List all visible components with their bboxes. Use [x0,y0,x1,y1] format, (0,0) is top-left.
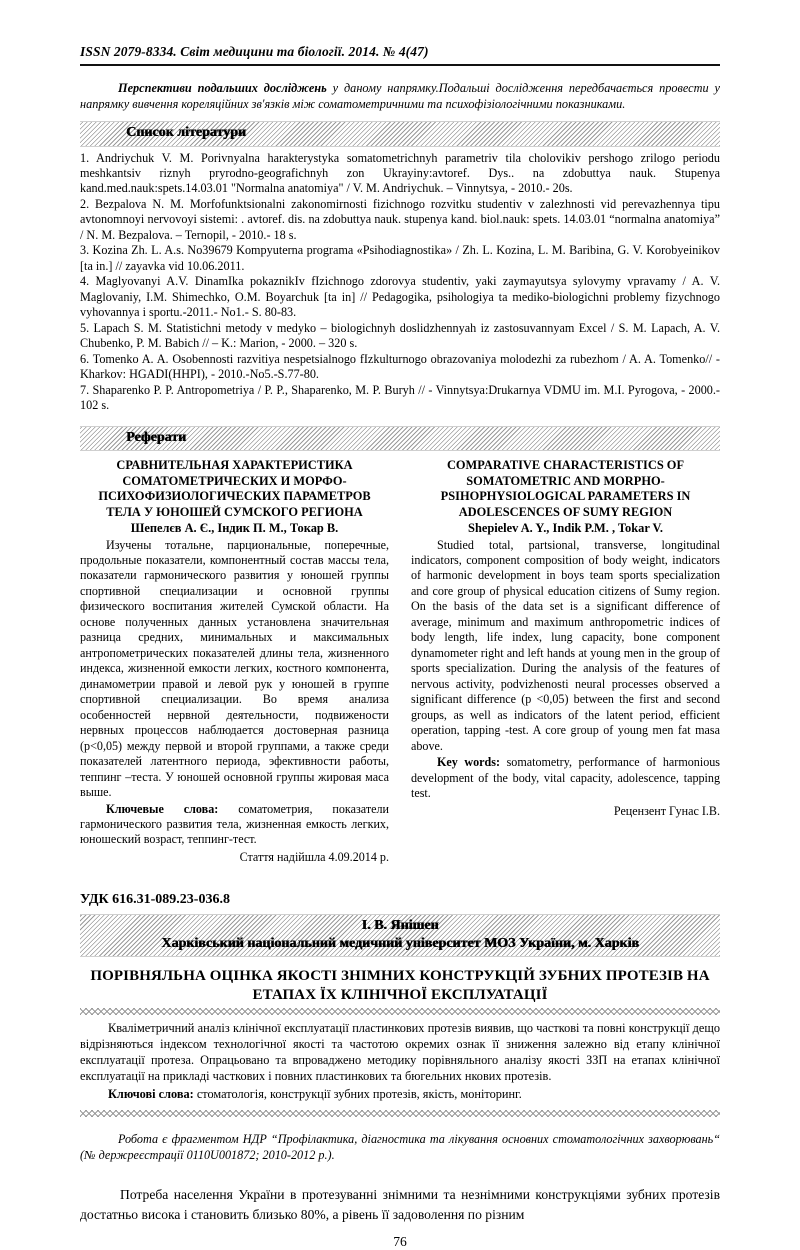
abstracts-band-label: Реферати [126,429,187,445]
zigzag-divider-top [80,1008,720,1015]
abstract-en-title: COMPARATIVE CHARACTERISTICS OF SOMATOMETRIC AND MORPHO-PSIHOPHYSIOLOGICAL PARAMETERS IN ADOLESCENCES OF SUMY REGION [440,457,691,519]
perspective-paragraph [80,80,720,112]
abstract-ru-body: Изучены тотальне, парциональные, поперечные, продольные показатели, компонентный состав массы тела, показатели гармонического развития у юношей группы спортивной специализации и основной группы физического воспитания жителей Сумской области. На основе полученных данных установлена значительная разница средних, минимальных и максимальных антропометрических показателей длины тела, жизненного индекса, жизненной емкости легких, костного компонента, динамометрии правой и левой рук у юношей в группе спортивной специализации. Во время анализа особенностей нервной деятельности, подвижености нервных процессов наблюдается достоверная разница (р<0,05) между первой и второй группами, а также среди показателей латентного периода, эфективности работы, теппинг –теста. У юношей основной группы жировая маса выше. [80,537,389,800]
reference-item: 5. Lapach S. M. Statistichni metody v medyko – biologichnyh doslidzhennyah iz zastosuvannyam Excel / S. M. Lapach, A. V. Chubenko, P. M. Babich // – K.: Marion, - 2000. – 320 s. [80,320,720,351]
article-two-keywords-text: стоматологія, конструкції зубних протезів, якість, моніторинг. [193,1087,522,1102]
reference-item: 1. Andriychuk V. M. Porivnyalna harakterystyka somatometrichnyh parametriv tila cholovikiv pershogo zrilogo periodu meshkantsiv riznyh pryrodno-geografichnyh zon Ukrayiny:avtoref. Dys.. na zdobuttya nauk. Stupenya kand.med.nauk:spets.14.03.01 "Normalna anatomiya" / V. M. Andriychuk. – Vinnytsya, - 2010.- 20s. [80,150,720,196]
reference-item: 3. Kozina Zh. L. A.s. No39679 Kompyuterna programa «Psihodiagnostika» / Zh. L. Kozina, L. M. Baribina, G. V. Korobyeinikov [ta in.] // zayavka vid 10.06.2011. [80,243,720,273]
header-rule [80,64,720,66]
abstract-ru-keywords-label: Ключевые слова: [106,801,219,816]
perspective-lead: Перспективи подальших досліджень [118,80,327,95]
abstracts-band [80,426,720,451]
references-band [80,121,720,146]
udc-code: УДК 616.31-089.23-036.8 [80,891,230,907]
article-two-abstract: Кваліметричний аналіз клінічної експлуатації пластинкових протезів виявив, що часткові та повні конструкції дещо відрізняються індексом технологічної якості та частотою окремих ознак її зниження залежно від етапу клінічної експлуатації протеза. Опрацьовано та впроваджено методику порівняльного аналізу якості ЗЗП на етапах клінічної експлуатації на прикладі часткових і повних пластинкових та бюгельних нкових протезів. [80,1021,720,1084]
reference-item: 7. Shaparenko P. P. Antropometriya / P. P., Shaparenko, M. P. Buryh // - Vinnytsya:Drukarnya VDMU im. M.I. Pyrogova, - 2000.- 102 s. [80,382,720,413]
running-head: ISSN 2079-8334. Світ медицини та біології. 2014. № 4(47) [80,44,429,59]
page-number: 76 [393,1233,407,1249]
abstract-ru-keywords [80,802,389,848]
references-list [80,151,720,414]
reference-item: 2. Bezpalova N. M. Morfofunktsionalni zakonomirnosti fizichnogo rozvitku studentiv v zalezhnosti vid perevazhennya tipu avtonomnoyi nervovoyi sistemi: . avtoref. dis. na zdobuttya nauk. stupenya kand. biol.nauk: spets. 14.03.01 “normalna anatomiya” / N. M. Bezpalova. – Ternopil, - 2010.- 18 s. [80,196,720,242]
abstract-en-footer: Рецензент Гунас І.В. [613,803,720,818]
reference-item: 4. Maglyovanyi A.V. DinamIka pokaznikIv fIzichnogo zdorovya studentiv, yaki zaymayutsya sylovymy vpravamy / A. V. Maglovaniy, I.M. Shimechko, O.M. Boyarchuk [ta in] // Pedagogika, psihologiya ta mediko-biologichni problemy fizychnogo vyhovannya i sportu.-2011.- No1.- S. 80-83. [80,274,720,320]
article-two-lead-paragraph: Потреба населення України в протезуванні знімними та незнімними конструкціями зубних протезів достатньо висока і становить близько 80%, а рівень її задоволення по різним [80,1187,720,1222]
abstract-en-body: Studied total, partsional, transverse, longitudinal indicators, component composition of body weight, indicators of harmonic development in boys team sports specialization and core group of physical education citizens of Sumy region. On the basis of the data set is a significant difference of average, minimum and maximum anthropometric indices of body length, life index, lung capacity, bone component dynamometer right and left hands at young men in the group of sports specialization. During the analysis of the features of nervous activity, podvizhenosti neural processes observed a significant difference (p <0,05) between the first and second groups, as well as indicators of the latent period, efficient operation, tapping -test. A core group of young men fat masa above. [411,537,720,753]
article-two-affiliation: Харківський національний медичний університет МОЗ України, м. Харків [161,935,639,951]
abstract-en-keywords-text: somatometry, performance of harmonious development of the body, vital capacity, adolescence, tapping test. [411,755,720,801]
abstract-ru-title: СРАВНИТЕЛЬНАЯ ХАРАКТЕРИСТИКА СОМАТОМЕТРИЧЕСКИХ И МОРФО-ПСИХОФИЗИОЛОГИЧЕСКИХ ПАРАМЕТРОВ ТЕЛА У ЮНОШЕЙ СУМСКОГО РЕГИОНА [98,457,371,519]
abstract-en [411,458,720,866]
abstract-en-authors: Shepielev A. Y., Indik P.M. , Tokar V. [468,521,663,536]
abstract-en-keywords-label: Key words: [437,755,501,770]
abstract-ru-keywords-text: соматометрия, показатели гармонического развития тела, жизненная емкость легких, юношеский возраст, теппинг-тест. [80,801,389,847]
abstract-ru [80,458,389,866]
references-band-label: Список літератури [126,125,246,141]
reference-item: 6. Tomenko A. A. Osobennosti razvitiya nespetsialnogo fIzkulturnogo obrazovaniya molodezhi za rubezhom / A. A. Tomenko// - Kharkov: HGADI(HHPI), - 2010.-No5.-S.77-80. [80,351,720,382]
article-two-keywords-label: Ключові слова: [108,1087,194,1102]
article-two-keywords [80,1087,720,1103]
perspective-rest: у даному напрямку.Подальші дослідження передбачається провести у напрямку вивчення кореляційних зв'язків між соматометричними та психофізіологічними показниками. [80,80,721,112]
article-two-funding-note: Робота є фрагментом НДР “Профілактика, діагностика та лікування основних стоматологічних захворювань“ (№ держреєстрації 0110U001872; 2010-2012 р.). [80,1132,720,1163]
article-two-title: ПОРІВНЯЛЬНА ОЦІНКА ЯКОСТІ ЗНІМНИХ КОНСТРУКЦІЙ ЗУБНИХ ПРОТЕЗІВ НА ЕТАПАХ ЇХ КЛІНІЧНОЇ ЕКСПЛУАТАЦІЇ [90,968,710,1003]
abstracts-columns [80,458,720,866]
abstract-ru-authors: Шепелєв А. Є., Індик П. М., Токар В. [130,521,339,536]
article-two-author-band [80,914,720,957]
article-two-author: І. В. Янішен [361,917,439,933]
abstract-en-keywords [411,755,720,801]
abstract-ru-footer: Стаття надійшла 4.09.2014 р. [239,849,389,864]
zigzag-divider-bottom [80,1110,720,1117]
